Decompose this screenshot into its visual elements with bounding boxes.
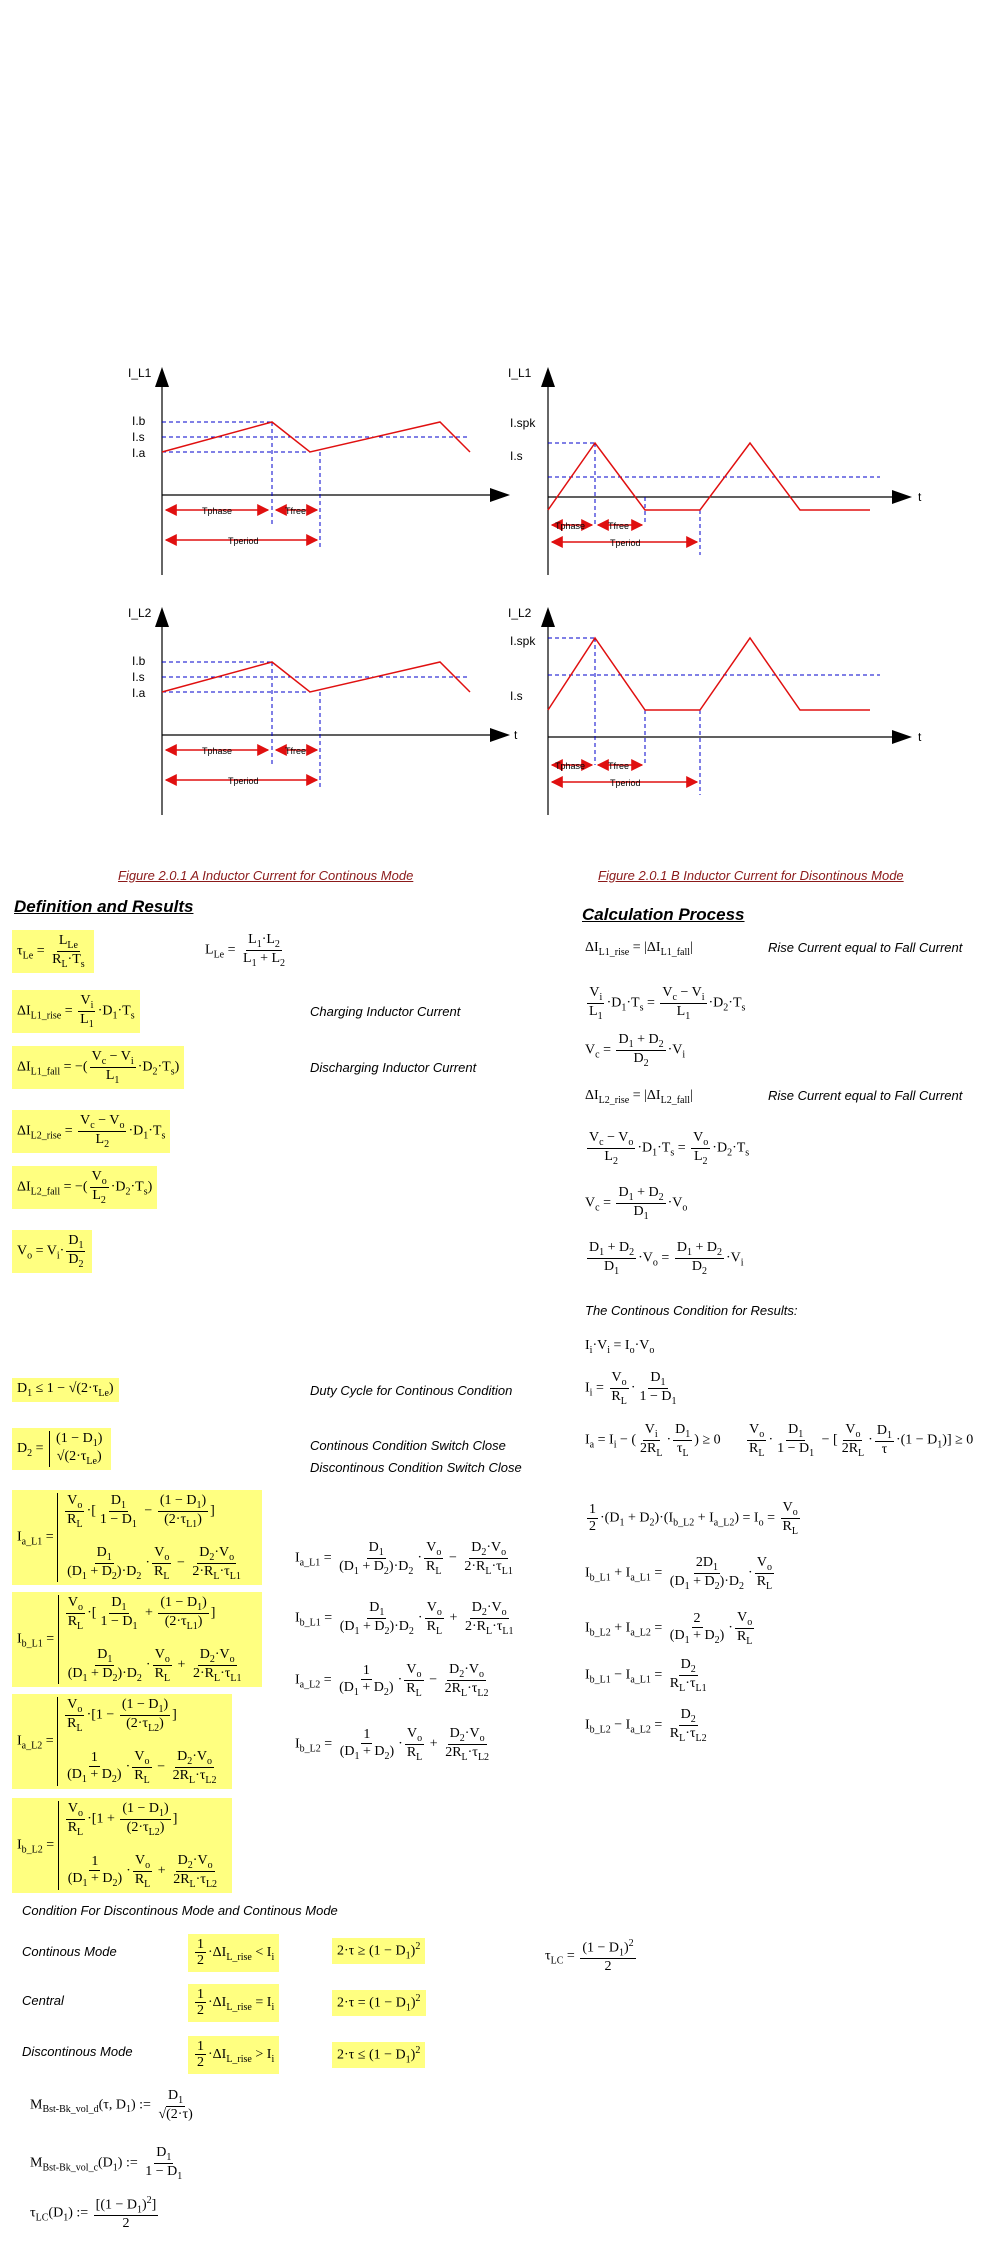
diagram-dcm-il1 bbox=[500, 365, 940, 585]
eq-ii: $I_i$ = $\frac{V_o}{R_L}$ · $\frac{D_1}{1 - D_1}$ bbox=[585, 1370, 677, 1407]
eq-di-l1-fall: $\Delta I_{L1\_fall}$ = −( $\frac{V_c - V_i}{L_1}$ $\cdot D_2\cdot T_s$) bbox=[12, 1046, 184, 1089]
eq-mode-central-2: $2\cdot\tau = (1 - D_1)^2$ bbox=[332, 1990, 426, 2016]
eq-l-le: $L_{Le}$ = $\frac{L_1\cdot L_2}{L_1 + L_2}$ bbox=[205, 932, 286, 969]
note-duty: Duty Cycle for Continous Condition bbox=[310, 1383, 513, 1398]
eq-ia-l1-cases: $I_{a\_L1}$ = $\frac{V_o}{R_L}$ ·[ $\frac{D_1}{1 - D_1}$ − $\frac{(1 - D_1)}{(2\cdot\tau_{L1})}$ ] $\frac{D_1}{(D_1 + D_2)\cdot D_2}$ · $\frac{V_o}{R_L}$ − $\frac{D_2\cdot V_o}{2\cdot R_L\cdot\tau_{L1}}$ bbox=[12, 1490, 262, 1585]
eq-calc-vc-2: $V_c$ = $\frac{D_1 + D_2}{D_1}$ $\cdot V_o$ bbox=[585, 1185, 688, 1222]
eq-ib-l1-cases: $I_{b\_L1}$ = $\frac{V_o}{R_L}$ ·[ $\frac{D_1}{1 - D_1}$ + $\frac{(1 - D_1)}{(2\cdot\tau_{L1})}$ ] $\frac{D_1}{(D_1 + D_2)\cdot D_2}$ · $\frac{V_o}{R_L}$ + $\frac{D_2\cdot V_o}{2\cdot R_L\cdot\tau_{L1}}$ bbox=[12, 1592, 262, 1687]
tphase-label: Tphase bbox=[555, 521, 586, 531]
eq-calc-2: $\frac{V_c - V_o}{L_2}$ $\cdot D_1\cdot T_s$ = $\frac{V_o}{L_2}$ $\cdot D_2\cdot T_s$ bbox=[589, 1130, 750, 1167]
eq-tau-lc: $\tau_{LC}$ = $\frac{(1 - D_1)^2}{2}$ bbox=[545, 1938, 634, 1975]
tphase-label: Tphase bbox=[202, 506, 233, 516]
eq-sum-l2: $I_{b\_L2} + I_{a\_L2}$ = $\frac{2}{(D_1 + D_2)}$ · $\frac{V_o}{R_L}$ bbox=[585, 1610, 753, 1647]
eq-calc-vc-1: $V_c$ = $\frac{D_1 + D_2}{D_2}$ $\cdot V_i$ bbox=[585, 1032, 686, 1069]
eq-diff-l1: $I_{b\_L1} - I_{a\_L1}$ = $\frac{D_2}{R_L\cdot\tau_{L1}}$ bbox=[585, 1657, 707, 1694]
eq-di-l1-rise: $\Delta I_{L1\_rise}$ = $\frac{V_i}{L_1}$ $\cdot D_1\cdot T_s$ bbox=[12, 990, 140, 1033]
eq-mode-disc-1: $\frac{1}{2}$ $\cdot\Delta I_{L\_rise} > I_i$ bbox=[188, 2036, 279, 2074]
level-label-b: I.b bbox=[132, 654, 146, 668]
tperiod-label: Tperiod bbox=[610, 538, 641, 548]
eq-ia-l2-cases: $I_{a\_L2}$ = $\frac{V_o}{R_L}$ ·[1 − $\frac{(1 - D_1)}{(2\cdot\tau_{L2})}$ ] $\frac{1}{(D_1 + D_2)}$ · $\frac{V_o}{R_L}$ − $\frac{D_2\cdot V_o}{2R_L\cdot\tau_{L2}}$ bbox=[12, 1694, 232, 1789]
diagram-ccm-il2 bbox=[110, 605, 530, 825]
note-cont-close: Continous Condition Switch Close bbox=[310, 1438, 506, 1453]
eq-d1-cond: $D_1 \le 1 - √(2\cdot\tau_{Le})$ bbox=[12, 1378, 119, 1402]
note-discharging: Discharging Inductor Current bbox=[310, 1060, 477, 1075]
label-discontinous-mode: Discontinous Mode bbox=[22, 2044, 133, 2059]
eq-mode-central-1: $\frac{1}{2}$ $\cdot\Delta I_{L\_rise} = I_i$ bbox=[188, 1984, 279, 2022]
tperiod-label: Tperiod bbox=[228, 776, 259, 786]
tperiod-label: Tperiod bbox=[610, 778, 641, 788]
y-axis-label: I_L2 bbox=[128, 606, 152, 620]
eq-ib-l2-cases: $I_{b\_L2}$ = $\frac{V_o}{R_L}$ ·[1 + $\frac{(1 - D_1)}{(2\cdot\tau_{L2})}$ ] $\frac{1}{(D_1 + D_2)}$ · $\frac{V_o}{R_L}$ + $\frac{D_2\cdot V_o}{2R_L\cdot\tau_{L2}}$ bbox=[12, 1798, 232, 1893]
heading-condition: Condition For Discontinous Mode and Continous Mode bbox=[22, 1903, 338, 1918]
diagram-ccm-il1 bbox=[110, 365, 530, 585]
eq-sum-l1: $I_{b\_L1} + I_{a\_L1}$ = $\frac{2D_1}{(D_1 + D_2)\cdot D_2}$ · $\frac{V_o}{R_L}$ bbox=[585, 1555, 773, 1592]
eq-ia-condition: $I_a = I_i$ − ( $\frac{V_i}{2R_L}$ · $\frac{D_1}{\tau_L}$ ) ≥ 0 bbox=[585, 1422, 721, 1459]
level-label-a: I.a bbox=[132, 446, 146, 460]
eq-di-l2-fall: $\Delta I_{L2\_fall}$ = −( $\frac{V_o}{L_2}$ $\cdot D_2\cdot T_s$) bbox=[12, 1166, 157, 1209]
eq-ia-condition-2: $\frac{V_o}{R_L}$ · $\frac{D_1}{1 - D_1}$ − [ $\frac{V_o}{2R_L}$ · $\frac{D_1}{\tau}$ $\cdot(1 - D_1)] \ge 0$ bbox=[749, 1422, 974, 1459]
eq-vo: $V_o = V_i\cdot$ $\frac{D_1}{D_2}$ bbox=[12, 1230, 92, 1273]
eq-rise-fall-l2: $\Delta I_{L2\_rise} = |\Delta I_{L2\_fall}|$ bbox=[585, 1088, 693, 1106]
eq-ib-l1: $I_{b\_L1}$ = $\frac{D_1}{(D_1 + D_2)\cdot D_2}$ · $\frac{V_o}{R_L}$ + $\frac{D_2\cdot V_o}{2\cdot R_L\cdot\tau_{L1}}$ bbox=[295, 1600, 514, 1637]
caption-figure-b: Figure 2.0.1 B Inductor Current for Disontinous Mode bbox=[598, 868, 904, 883]
diagram-dcm-il2 bbox=[500, 605, 940, 825]
eq-ia-l1: $I_{a\_L1}$ = $\frac{D_1}{(D_1 + D_2)\cdot D_2}$ · $\frac{V_o}{R_L}$ − $\frac{D_2\cdot V_o}{2\cdot R_L\cdot\tau_{L1}}$ bbox=[295, 1540, 513, 1577]
eq-d2: $D_2$ = $(1 - D_1)$ $√(2\cdot\tau_{Le})$ bbox=[12, 1428, 111, 1470]
label-continous-mode: Continous Mode bbox=[22, 1944, 117, 1959]
eq-calc-1: $\frac{V_i}{L_1}$ $\cdot D_1\cdot T_s$ = $\frac{V_c - V_i}{L_1}$ $\cdot D_2\cdot T_s$ bbox=[589, 985, 746, 1022]
level-label-s: I.s bbox=[132, 670, 145, 684]
heading-calculation: Calculation Process bbox=[582, 905, 745, 924]
level-label-s: I.s bbox=[510, 689, 523, 703]
eq-m-vol-d: $M_{Bst-Bk\_vol\_d}(\tau$, $D_1$) := $\frac{D_1}{√(2\cdot\tau)}$ bbox=[30, 2088, 193, 2122]
t-axis-label: t bbox=[918, 490, 922, 504]
eq-mode-disc-2: $2\cdot\tau \le (1 - D_1)^2$ bbox=[332, 2042, 425, 2068]
note-cont-results: The Continous Condition for Results: bbox=[585, 1303, 798, 1318]
eq-ia-l2: $I_{a\_L2}$ = $\frac{1}{(D_1 + D_2)}$ · $\frac{V_o}{R_L}$ − $\frac{D_2\cdot V_o}{2R_L\cdot\tau_{L2}}$ bbox=[295, 1662, 489, 1699]
level-label-b: I.b bbox=[132, 414, 146, 428]
note-charging: Charging Inductor Current bbox=[310, 1004, 461, 1019]
eq-tau-le: $\tau_{Le}$ = $\frac{L_{Le}}{R_L\cdot T_s}$ bbox=[12, 930, 94, 973]
eq-rise-fall-l1: $\Delta I_{L1\_rise} = |\Delta I_{L1\_fall}|$ bbox=[585, 940, 693, 958]
tphase-label: Tphase bbox=[202, 746, 233, 756]
label-central: Central bbox=[22, 1993, 64, 2008]
caption-figure-a: Figure 2.0.1 A Inductor Current for Continous Mode bbox=[118, 868, 414, 883]
eq-m-vol-c: $M_{Bst-Bk\_vol\_c}(D_1)$ := $\frac{D_1}{1 - D_1}$ bbox=[30, 2145, 183, 2182]
tfree-label: Tfree bbox=[608, 521, 630, 531]
level-label-s: I.s bbox=[132, 430, 145, 444]
eq-power-balance: $I_i\cdot V_i = I_o\cdot V_o$ bbox=[585, 1338, 655, 1356]
y-axis-label: I_L1 bbox=[508, 366, 532, 380]
y-axis-label: I_L2 bbox=[508, 606, 532, 620]
note-rise-fall-1: Rise Current equal to Fall Current bbox=[768, 940, 963, 955]
tfree-label: Tfree bbox=[285, 506, 307, 516]
level-label-s: I.s bbox=[510, 449, 523, 463]
note-rise-fall-2: Rise Current equal to Fall Current bbox=[768, 1088, 963, 1103]
eq-ib-l2: $I_{b\_L2}$ = $\frac{1}{(D_1 + D_2)}$ · $\frac{V_o}{R_L}$ + $\frac{D_2\cdot V_o}{2R_L\cdot\tau_{L2}}$ bbox=[295, 1726, 490, 1763]
eq-diff-l2: $I_{b\_L2} - I_{a\_L2}$ = $\frac{D_2}{R_L\cdot\tau_{L2}}$ bbox=[585, 1707, 707, 1744]
eq-calc-3: $\frac{D_1 + D_2}{D_1}$ $\cdot V_o$ = $\frac{D_1 + D_2}{D_2}$ $\cdot V_i$ bbox=[589, 1240, 744, 1277]
heading-definitions: Definition and Results bbox=[14, 897, 194, 916]
tfree-label: Tfree bbox=[608, 761, 630, 771]
level-label-a: I.a bbox=[132, 686, 146, 700]
eq-tau-lc-func: $\tau_{LC}(D_1)$ := $\frac{[(1 - D_1)^2]}{2}$ bbox=[30, 2195, 157, 2232]
tfree-label: Tfree bbox=[285, 746, 307, 756]
level-label-spk: I.spk bbox=[510, 416, 536, 430]
eq-mode-cont-2: $2\cdot\tau \ge (1 - D_1)^2$ bbox=[332, 1938, 425, 1964]
eq-io: $\frac{1}{2}$ $\cdot(D_1 + D_2)\cdot(I_{b\_L2} + I_{a\_L2}) = I_o$ = $\frac{V_o}{R_L}$ bbox=[589, 1500, 798, 1537]
tphase-label: Tphase bbox=[555, 761, 586, 771]
eq-di-l2-rise: $\Delta I_{L2\_rise}$ = $\frac{V_c - V_o}{L_2}$ $\cdot D_1\cdot T_s$ bbox=[12, 1110, 170, 1153]
eq-mode-cont-1: $\frac{1}{2}$ $\cdot\Delta I_{L\_rise} < I_i$ bbox=[188, 1934, 279, 1972]
y-axis-label: I_L1 bbox=[128, 366, 152, 380]
tperiod-label: Tperiod bbox=[228, 536, 259, 546]
t-axis-label: t bbox=[514, 728, 518, 742]
note-disc-close: Discontinous Condition Switch Close bbox=[310, 1460, 522, 1475]
t-axis-label: t bbox=[918, 730, 922, 744]
level-label-spk: I.spk bbox=[510, 634, 536, 648]
